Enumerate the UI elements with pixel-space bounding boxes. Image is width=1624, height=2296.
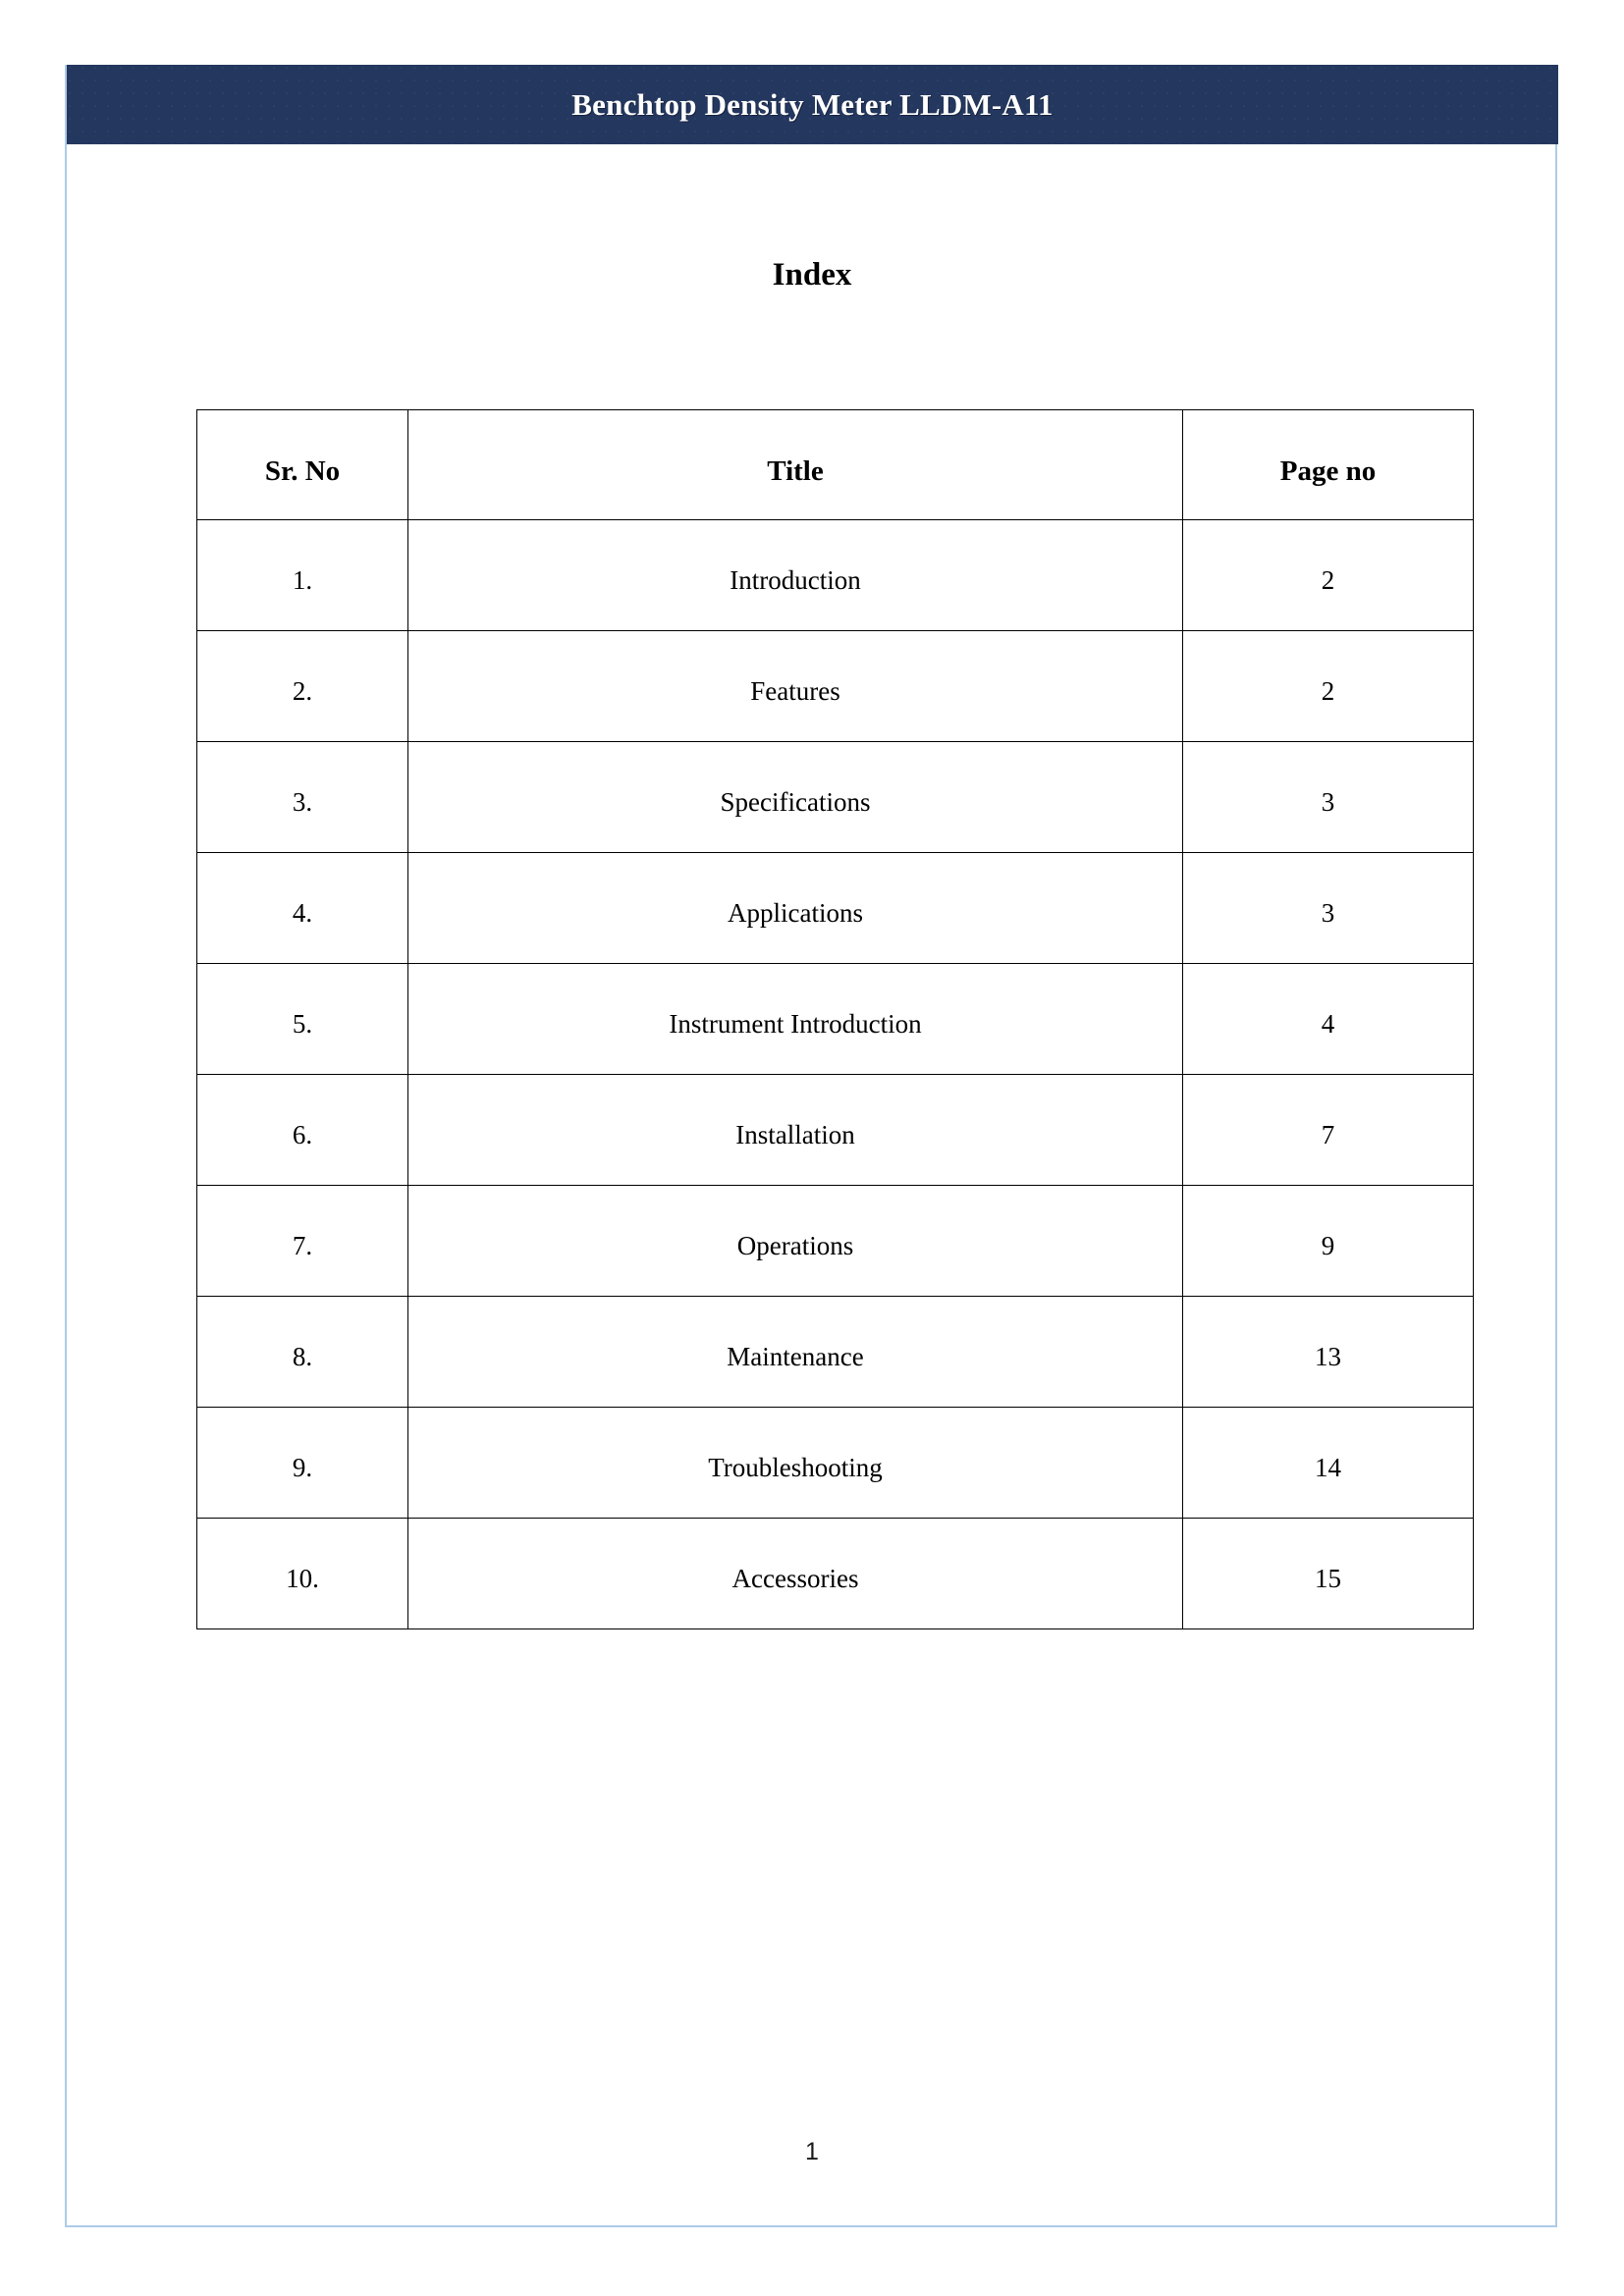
table-header-row (197, 410, 1474, 520)
table-row (197, 1186, 1474, 1297)
cell-title: Installation (408, 1075, 1183, 1186)
cell-sr-no: 3. (197, 742, 408, 853)
table-row (197, 853, 1474, 964)
cell-page-no: 13 (1183, 1297, 1474, 1408)
cell-sr-no: 7. (197, 1186, 408, 1297)
cell-page-no: 3 (1183, 853, 1474, 964)
table-row (197, 964, 1474, 1075)
cell-title: Instrument Introduction (408, 964, 1183, 1075)
table-row (197, 1519, 1474, 1629)
cell-title: Operations (408, 1186, 1183, 1297)
table-row (197, 742, 1474, 853)
cell-sr-no: 10. (197, 1519, 408, 1629)
table-row (197, 520, 1474, 631)
index-table (196, 409, 1474, 1629)
table-row (197, 1075, 1474, 1186)
column-header-sr-no: Sr. No (197, 410, 408, 520)
cell-sr-no: 8. (197, 1297, 408, 1408)
cell-title: Features (408, 631, 1183, 742)
cell-title: Maintenance (408, 1297, 1183, 1408)
cell-page-no: 2 (1183, 631, 1474, 742)
cell-page-no: 3 (1183, 742, 1474, 853)
cell-title: Introduction (408, 520, 1183, 631)
cell-sr-no: 2. (197, 631, 408, 742)
cell-sr-no: 1. (197, 520, 408, 631)
cell-title: Specifications (408, 742, 1183, 853)
cell-sr-no: 5. (197, 964, 408, 1075)
cell-page-no: 4 (1183, 964, 1474, 1075)
cell-page-no: 9 (1183, 1186, 1474, 1297)
column-header-page-no: Page no (1183, 410, 1474, 520)
cell-page-no: 15 (1183, 1519, 1474, 1629)
cell-title: Troubleshooting (408, 1408, 1183, 1519)
cell-sr-no: 9. (197, 1408, 408, 1519)
cell-page-no: 7 (1183, 1075, 1474, 1186)
column-header-title: Title (408, 410, 1183, 520)
document-title-banner (67, 65, 1558, 144)
cell-sr-no: 6. (197, 1075, 408, 1186)
table-row (197, 631, 1474, 742)
table-row (197, 1297, 1474, 1408)
cell-title: Applications (408, 853, 1183, 964)
cell-title: Accessories (408, 1519, 1183, 1629)
footer-page-number: 1 (805, 2138, 819, 2165)
cell-page-no: 2 (1183, 520, 1474, 631)
table-row (197, 1408, 1474, 1519)
index-heading: Index (772, 257, 852, 293)
document-title: Benchtop Density Meter LLDM-A11 (571, 86, 1054, 122)
cell-page-no: 14 (1183, 1408, 1474, 1519)
cell-sr-no: 4. (197, 853, 408, 964)
